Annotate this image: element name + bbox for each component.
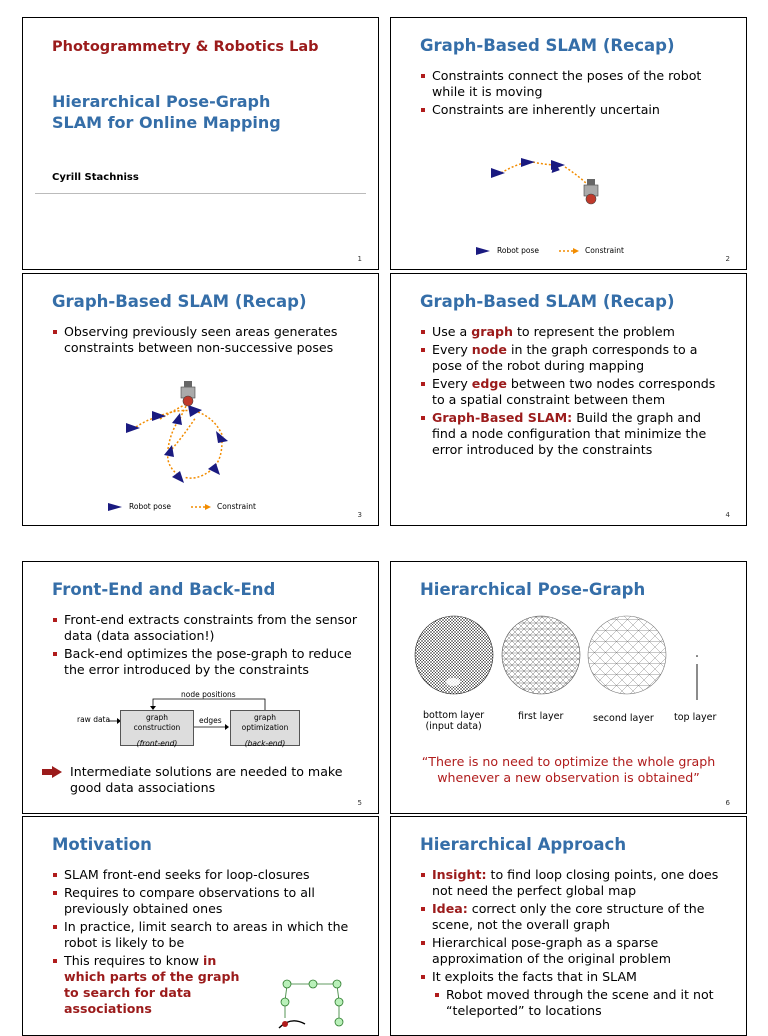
quote	[405, 754, 732, 786]
bullet: It exploits the facts that in SLAM	[420, 969, 725, 985]
robot-pose-icon	[172, 471, 184, 483]
bullet	[420, 376, 720, 408]
bullet-list	[420, 324, 720, 460]
slide-3	[22, 273, 379, 526]
highlight-term: graph	[471, 324, 513, 339]
slide-title: Hierarchical Pose-Graph	[420, 580, 646, 599]
legend	[475, 246, 624, 255]
legend-pose-label: Robot pose	[129, 502, 172, 511]
conclusion	[42, 764, 362, 796]
slide-number: 1	[357, 255, 362, 263]
bullet	[420, 410, 720, 458]
author: Cyrill Stachniss	[52, 172, 139, 183]
layer-label-bottom	[423, 710, 484, 732]
lab-name: Photogrammetry & Robotics Lab	[52, 39, 319, 55]
highlight-term: Idea:	[432, 901, 468, 916]
bullet	[420, 324, 720, 340]
box-label: construction	[133, 723, 181, 732]
bullet-list	[420, 68, 720, 120]
bullet-text: between two nodes corresponds to a spatial constraint between them	[432, 376, 716, 407]
legend-pose-label: Robot pose	[497, 246, 540, 255]
slide-title: Graph-Based SLAM (Recap)	[420, 36, 675, 55]
edges-label: edges	[199, 716, 222, 725]
slide-number: 4	[725, 511, 730, 519]
loop-closure-figure	[118, 379, 268, 489]
bullet-text: to represent the problem	[512, 324, 675, 339]
bullet-text: Build the graph and find a node configuration that minimize the error introduced by the constraints	[432, 410, 707, 457]
slide-8	[390, 816, 747, 1036]
robot-pose-icon	[216, 431, 228, 443]
slide-number: 3	[357, 511, 362, 519]
robot-pose-icon	[208, 463, 220, 475]
graph-construction-box	[120, 710, 194, 746]
bullet-text: This requires to know	[64, 953, 204, 968]
bullet-text: to find loop closing points, one does not need the perfect global map	[432, 867, 719, 898]
quote-line: whenever a new observation is obtained”	[437, 770, 700, 785]
bullet	[420, 867, 725, 899]
slide-1	[22, 17, 379, 270]
layer-label-text: (input data)	[425, 721, 482, 732]
box-label: optimization	[241, 723, 289, 732]
bullet-text: correct only the core structure of the scene, not the overall graph	[432, 901, 705, 932]
pose-graph-figure	[481, 148, 621, 208]
slide-5	[22, 561, 379, 814]
legend-constraint-label: Constraint	[217, 502, 256, 511]
slide-7	[22, 816, 379, 1036]
conclusion-text: Intermediate solutions are needed to make good data associations	[70, 764, 343, 795]
box-sublabel: (front-end)	[136, 739, 178, 748]
second-layer-sphere	[588, 616, 666, 694]
slide-number: 6	[725, 799, 730, 807]
bullet	[420, 342, 720, 374]
node-positions-label: node positions	[181, 690, 236, 699]
sub-bullet: Robot moved through the scene and it not “teleported” to locations	[434, 987, 725, 1019]
bullet-list	[420, 867, 725, 1021]
constraint-arrow-icon	[559, 247, 579, 255]
bullet-list	[52, 612, 364, 680]
slide-title: Motivation	[52, 835, 152, 854]
box-label: graph	[254, 713, 276, 722]
slide-title: Graph-Based SLAM (Recap)	[52, 292, 307, 311]
box-label: graph	[146, 713, 168, 722]
first-layer-sphere	[502, 616, 580, 694]
robot-pose-icon	[521, 158, 535, 167]
robot-icon	[584, 179, 598, 204]
presentation-title	[52, 91, 352, 133]
divider	[35, 193, 366, 194]
bullet: Constraints connect the poses of the robot while it is moving	[420, 68, 720, 100]
highlight-term: node	[471, 342, 507, 357]
highlight-term: Insight:	[432, 867, 487, 882]
robot-pose-icon	[107, 503, 123, 511]
box-sublabel: (back-end)	[244, 739, 286, 748]
robot-pose-icon	[188, 405, 202, 417]
graph-optimization-box	[230, 710, 300, 746]
arrow-right-icon	[42, 766, 62, 778]
robot-pose-icon	[152, 411, 166, 421]
bullet: Observing previously seen areas generates constraints between non-successive poses	[52, 324, 364, 356]
constraint-arrow-icon	[191, 503, 211, 511]
bullet-text: Every	[432, 342, 472, 357]
highlight-term: in which parts of the graph to search for data associations	[64, 953, 240, 1016]
slide-number: 5	[357, 799, 362, 807]
slide-4	[390, 273, 747, 526]
bullet: Constraints are inherently uncertain	[420, 102, 720, 118]
robot-pose-icon	[491, 168, 505, 178]
slide-2	[390, 17, 747, 270]
robot-pose-icon	[475, 247, 491, 255]
slide-title: Front-End and Back-End	[52, 580, 276, 599]
hierarchy-spheres-figure	[413, 614, 733, 704]
bullet: Front-end extracts constraints from the sensor data (data association!)	[52, 612, 364, 644]
slide-title: Hierarchical Approach	[420, 835, 627, 854]
slide-title: Graph-Based SLAM (Recap)	[420, 292, 675, 311]
robot-icon	[181, 381, 195, 406]
layer-label-second: second layer	[593, 713, 654, 724]
bullet	[52, 953, 254, 1017]
bullet-text: Use a	[432, 324, 472, 339]
legend-constraint-label: Constraint	[585, 246, 624, 255]
layer-label-top: top layer	[674, 712, 717, 723]
bullet: Hierarchical pose-graph as a sparse approximation of the original problem	[420, 935, 725, 967]
presentation-title-line-2: SLAM for Online Mapping	[52, 113, 281, 132]
presentation-title-line-1: Hierarchical Pose-Graph	[52, 92, 271, 111]
bullet: Requires to compare observations to all previously obtained ones	[52, 885, 364, 917]
bullet: In practice, limit search to areas in which the robot is likely to be	[52, 919, 364, 951]
bullet: Back-end optimizes the pose-graph to reduce the error introduced by the constraints	[52, 646, 364, 678]
robot-pose-icon	[172, 413, 182, 425]
bullet: SLAM front-end seeks for loop-closures	[52, 867, 364, 883]
bullet-text: in the graph corresponds to a pose of the robot during mapping	[432, 342, 698, 373]
robot-pose-icon	[164, 445, 174, 457]
highlight-term: Graph-Based SLAM:	[432, 410, 573, 425]
legend	[107, 502, 256, 511]
highlight-term: edge	[471, 376, 507, 391]
bullet-list	[52, 324, 364, 358]
robot-pose-icon	[126, 423, 140, 433]
raw-data-label: raw data	[77, 715, 111, 724]
layer-label-text: bottom layer	[423, 710, 485, 721]
graph-thumbnail-figure	[271, 972, 351, 1032]
bullet-text: Every	[432, 376, 472, 391]
quote-line: “There is no need to optimize the whole graph	[421, 754, 716, 769]
bullet	[420, 901, 725, 933]
slide-6	[390, 561, 747, 814]
slide-number: 2	[725, 255, 730, 263]
layer-label-first: first layer	[518, 711, 564, 722]
